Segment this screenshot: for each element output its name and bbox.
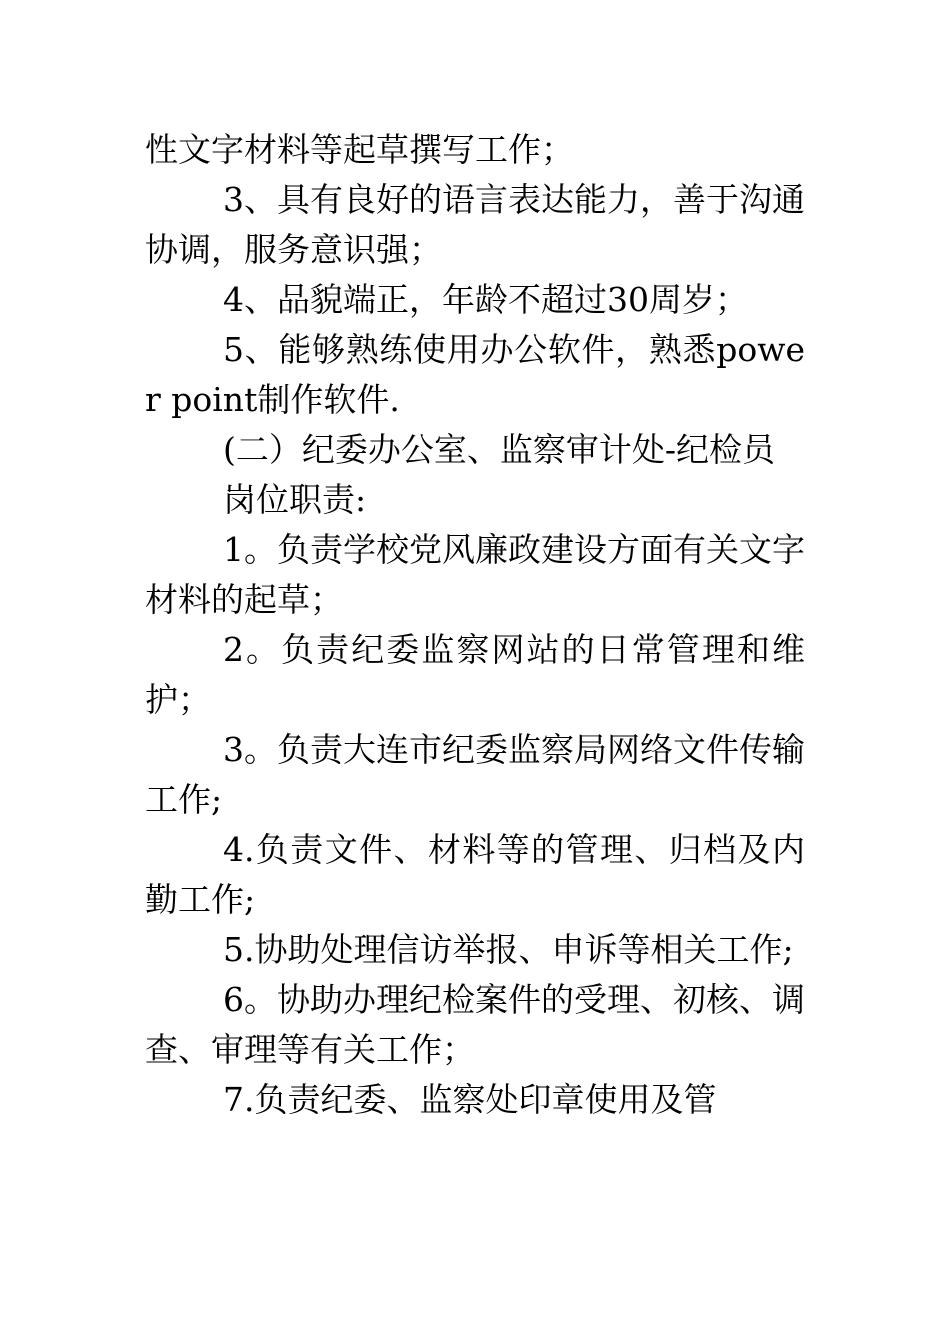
duty-item-7: 7.负责纪委、监察处印章使用及管 [223,1080,717,1119]
requirement-item-4: 4、品貌端正，年龄不超过30周岁； [223,280,748,319]
paragraph-continuation: 性文字材料等起草撰写工作； [145,130,574,169]
requirement-item-5: 5、能够熟练使用办公软件，熟悉power point制作软件. [145,330,805,419]
duty-item-2: 2。负责纪委监察网站的日常管理和维护； [145,630,805,719]
duty-item-3: 3。负责大连市纪委监察局网络文件传输工作; [145,730,805,819]
duty-item-4: 4.负责文件、材料等的管理、归档及内勤工作; [145,830,805,919]
duties-label: 岗位职责: [223,480,367,519]
document-body [145,125,805,1125]
section-heading: (二）纪委办公室、监察审计处-纪检员 [223,430,776,469]
duty-item-1: 1。负责学校党风廉政建设方面有关文字材料的起草； [145,530,805,619]
duty-item-6: 6。协助办理纪检案件的受理、初核、调查、审理等有关工作； [145,980,805,1069]
requirement-item-3: 3、具有良好的语言表达能力，善于沟通协调，服务意识强； [145,180,805,269]
duty-item-5: 5.协助处理信访举报、申诉等相关工作; [223,930,794,969]
